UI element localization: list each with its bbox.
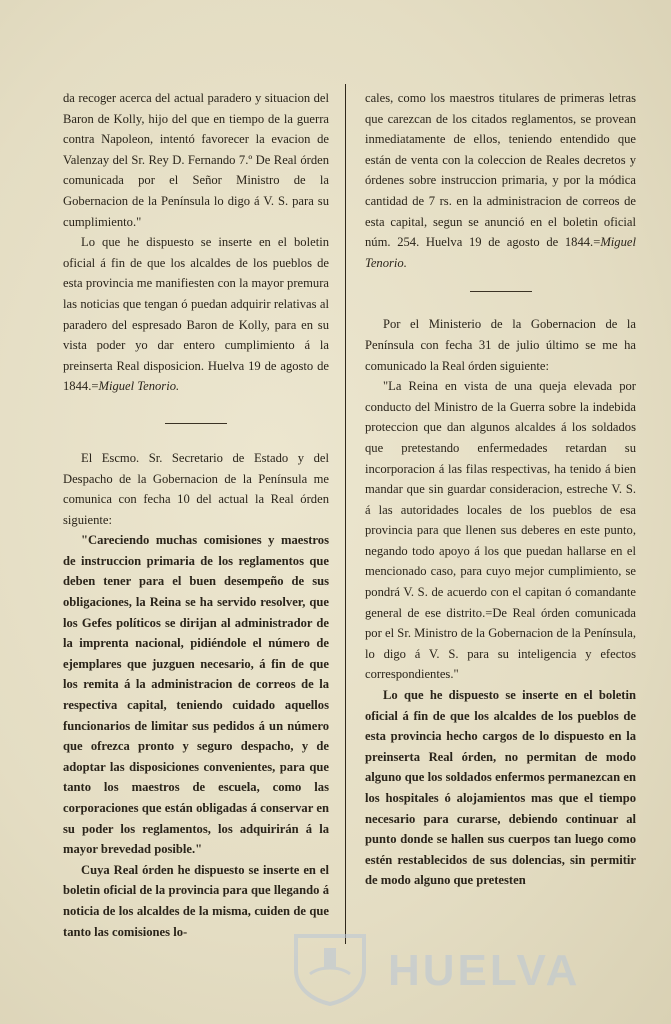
paragraph: "La Reina en vista de una queja elevada por conducto del Ministro de la Guerra sobre la indebida proteccion que dan algunos alcaldes á los soldados que pretestando enfermedades retardan su incorporacion á las filas respectivas, ha tenido á bien mandar que sin guardar consideracion, estreche V. S. á las autoridades locales de los pueblos de esa provincia para que llenen sus deberes en este punto, negando todo apoyo á los que puedan hallarse en el mencionado caso, para cuyo mejor cumplimiento, se pondrá V. S. de acuerdo con el capitan ó comandante general de ese distrito.=De Real órden comunicada por el Sr. Ministro de la Gobernacion de la Península, lo digo á V. S. para su inteligencia y efectos correspondientes." (365, 379, 636, 682)
paragraph-text: Lo que he dispuesto se inserte en el boletin oficial á fin de que los alcaldes de los pueblos de esta provincia me manifiesten con la mayor premura las noticias que tengan ó puedan adquirir relativas al paradero del espresado Baron de Kolly, para en su vista poder yo dar entero cumplimiento á la preinserta Real disposicion. Huelva 19 de agosto de 1844.= (63, 235, 329, 394)
shield-icon (290, 930, 370, 1006)
column-rule (345, 84, 346, 944)
paragraph (365, 88, 636, 273)
paragraph: da recoger acerca del actual paradero y situacion del Baron de Kolly, hijo del que en tiempo de la guerra contra Napoleon, intentó favorecer la evacion de Valenzay del Sr. Rey D. Fernando 7.º De Real órden comunicada por el Señor Ministro de la Gobernacion de la Península lo digo á V. S. para su cumplimiento." (63, 91, 329, 229)
right-column (365, 88, 636, 891)
paragraph (63, 232, 329, 397)
paragraph: "Careciendo muchas comisiones y maestros de instruccion primaria de los reglamentos que deben tener para el buen desempeño de sus obligaciones, la Reina se ha servido resolver, que los Gefes políticos se dirijan al administrador de la imprenta nacional, pidiéndole el número de ejemplares que juzguen necesario, á fin de que los remita á la administracion de correos de la respectiva capital, teniendo cuidado aquellos funcionarios de limitar sus pedidos á un número que ofrezca pronto y seguro despacho, y de adoptar las disposiciones convenientes, para que tanto los maestros de escuela, como las corporaciones que están obligadas á conservar en su poder los reglamentos, los adquirirán á la mayor brevedad posible." (63, 533, 329, 857)
signature-name: Miguel Tenorio. (98, 379, 180, 394)
paragraph: Por el Ministerio de la Gobernacion de la Península con fecha 31 de julio último se me ha comunicado la Real órden siguiente: (365, 317, 636, 373)
section-divider (470, 291, 532, 292)
left-column (63, 88, 329, 942)
paragraph: El Escmo. Sr. Secretario de Estado y del Despacho de la Gobernacion de la Península me comunica con fecha 10 del actual la Real órden siguiente: (63, 450, 329, 527)
watermark-text: HUELVA (388, 946, 581, 995)
signature-name: Miguel Tenorio. (365, 235, 636, 270)
paragraph: Lo que he dispuesto se inserte en el boletin oficial á fin de que los alcaldes de los pueblos de esta provincia hecho cargos de lo dispuesto en la preinserta Real órden, no permitan de modo alguno que los soldados enfermos permanezcan en los hospitales ó alojamientos mas que el tiempo necesario para curarse, debiendo continuar al punto donde se hallen sus cuerpos tan luego como estén restablecidos de sus dolencias, sin permitir de modo alguno que pretesten (365, 688, 636, 888)
paragraph: Cuya Real órden he dispuesto se inserte en el boletin oficial de la provincia para que llegando á noticia de los alcaldes de la misma, cuiden de que tanto las comisiones lo- (63, 862, 329, 939)
archive-watermark (280, 930, 660, 1010)
paragraph-text: cales, como los maestros titulares de primeras letras que carezcan de los citados reglamentos, se provean inmediatamente de ellos, teniendo entendido que están de venta con la coleccion de Reales decretos y órdenes sobre instruccion primaria, y por la módica cantidad de 7 rs. en la administracion de correos de esta capital, segun se anunció en el boletin oficial núm. 254. Huelva 19 de agosto de 1844.= (365, 91, 636, 250)
section-divider (165, 423, 227, 424)
